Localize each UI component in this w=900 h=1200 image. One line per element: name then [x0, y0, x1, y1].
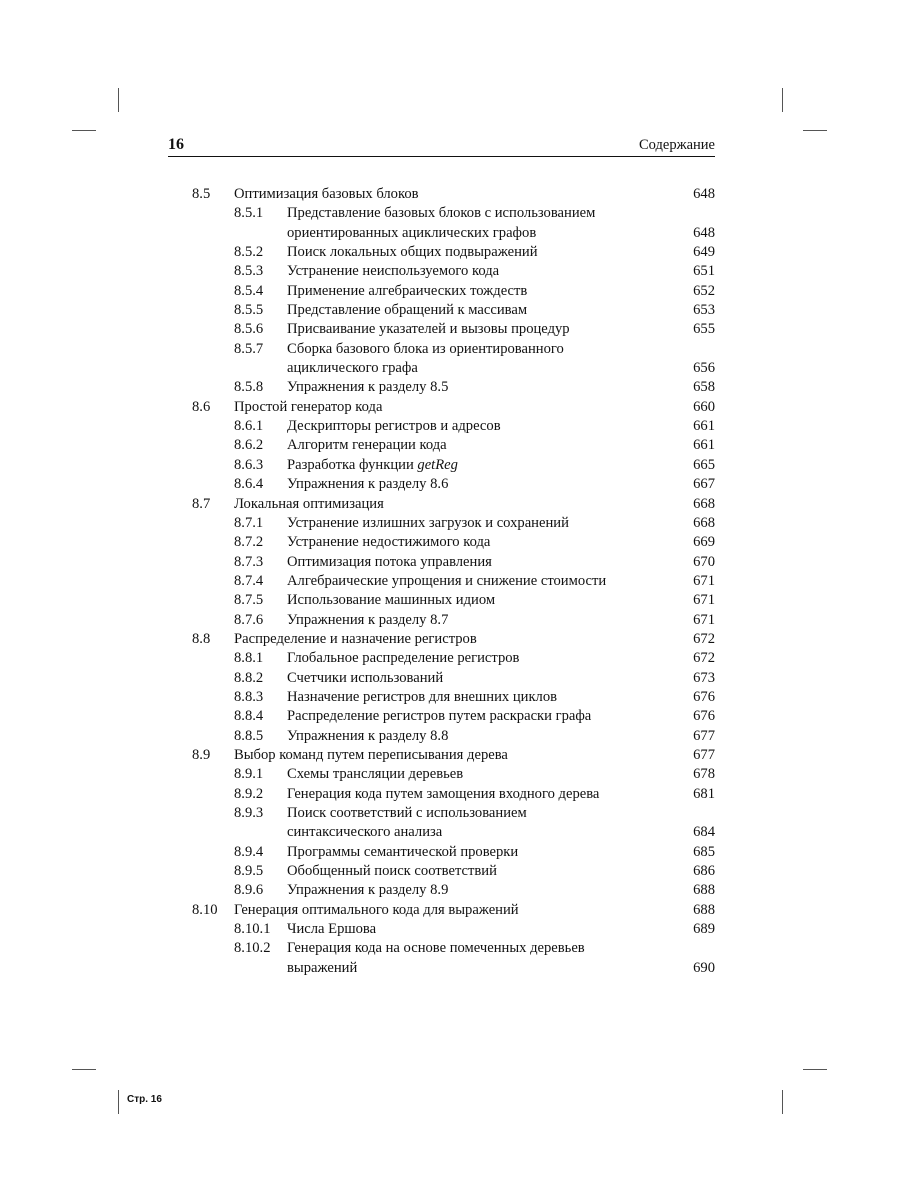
toc-subsection-row — [192, 456, 715, 475]
toc-number: 8.9 — [192, 746, 211, 763]
crop-mark-left-top — [72, 130, 96, 131]
toc-number: 8.6.2 — [234, 437, 264, 454]
toc-number: 8.9.4 — [234, 843, 264, 860]
toc-title: Сборка базового блока из ориентированного — [287, 340, 564, 357]
toc-number: 8.7.1 — [234, 514, 264, 531]
toc-page-number: 673 — [693, 669, 715, 686]
toc-page-number: 665 — [693, 456, 715, 473]
toc-title: Алгебраические упрощения и снижение стоимости — [287, 572, 607, 589]
toc-page-number: 690 — [693, 959, 715, 976]
toc-number: 8.5.7 — [234, 340, 264, 357]
toc-title: Локальная оптимизация — [234, 495, 384, 512]
toc-subsection-row — [192, 475, 715, 494]
toc-number: 8.6.4 — [234, 476, 264, 493]
toc-page-number: 686 — [693, 863, 715, 880]
running-header — [168, 134, 715, 157]
toc-page-number: 649 — [693, 244, 715, 261]
toc-title: Устранение излишних загрузок и сохранений — [287, 514, 569, 531]
footer-page-label: Стр. 16 — [127, 1094, 162, 1105]
toc-subsection-row — [192, 340, 715, 359]
toc-page-number: 667 — [693, 476, 715, 493]
toc-title: Упражнения к разделу 8.8 — [287, 727, 449, 744]
crop-mark-top-right — [782, 88, 783, 112]
toc-title: Использование машинных идиом — [287, 592, 496, 609]
toc-subsection-row — [192, 572, 715, 591]
toc-number: 8.5.1 — [234, 205, 264, 222]
toc-title: Упражнения к разделу 8.6 — [287, 476, 449, 493]
toc-number: 8.5.5 — [234, 302, 264, 319]
crop-mark-right-bottom — [803, 1069, 827, 1070]
toc-subsection-row — [192, 939, 715, 958]
toc-number: 8.8 — [192, 630, 211, 647]
toc-title: Разработка функции getReg — [287, 456, 458, 473]
toc-page-number: 652 — [693, 282, 715, 299]
toc-title: Простой генератор кода — [234, 398, 383, 415]
toc-subsection-row — [192, 611, 715, 630]
crop-mark-left-bottom — [72, 1069, 96, 1070]
toc-subsection-row — [192, 669, 715, 688]
table-of-contents — [192, 185, 715, 978]
toc-page-number: 656 — [693, 360, 715, 377]
toc-number: 8.9.6 — [234, 882, 264, 899]
toc-page-number: 661 — [693, 437, 715, 454]
toc-page-number: 653 — [693, 302, 715, 319]
toc-page-number: 681 — [693, 785, 715, 802]
toc-page-number: 648 — [693, 224, 715, 241]
toc-subsection-row — [192, 553, 715, 572]
toc-number: 8.6.1 — [234, 418, 264, 435]
crop-mark-right-top — [803, 130, 827, 131]
toc-subsection-row — [192, 417, 715, 436]
toc-number: 8.5.8 — [234, 379, 264, 396]
toc-section-row — [192, 185, 715, 204]
toc-page-number: 651 — [693, 263, 715, 280]
toc-number: 8.9.2 — [234, 785, 264, 802]
toc-subsection-row — [192, 881, 715, 900]
toc-page-number: 671 — [693, 611, 715, 628]
toc-number: 8.7.2 — [234, 534, 264, 551]
toc-subsection-row — [192, 727, 715, 746]
toc-section-row — [192, 495, 715, 514]
toc-title: Упражнения к разделу 8.5 — [287, 379, 449, 396]
toc-number: 8.9.1 — [234, 766, 264, 783]
toc-number: 8.5 — [192, 186, 211, 202]
toc-number: 8.7.5 — [234, 592, 264, 609]
toc-subsection-row — [192, 262, 715, 281]
toc-title: Схемы трансляции деревьев — [287, 766, 464, 783]
toc-page-number: 671 — [693, 592, 715, 609]
toc-title: ациклического графа — [287, 360, 418, 377]
toc-number: 8.5.3 — [234, 263, 264, 280]
toc-page-number: 684 — [693, 824, 715, 841]
toc-title: Поиск локальных общих подвыражений — [287, 244, 538, 261]
toc-title-italic: getReg — [417, 456, 458, 473]
crop-mark-bottom-left — [118, 1090, 119, 1114]
toc-subsection-row — [192, 282, 715, 301]
toc-subsection-row — [192, 301, 715, 320]
toc-title: Программы семантической проверки — [287, 843, 519, 860]
crop-mark-top-left — [118, 88, 119, 112]
toc-title: Представление базовых блоков с использованием — [287, 205, 596, 222]
toc-title: Дескрипторы регистров и адресов — [287, 418, 501, 435]
toc-title: Применение алгебраических тождеств — [287, 282, 528, 299]
toc-section-row — [192, 901, 715, 920]
toc-title: Выбор команд путем переписывания дерева — [234, 746, 508, 763]
toc-number: 8.9.5 — [234, 863, 264, 880]
toc-number: 8.9.3 — [234, 805, 264, 821]
crop-mark-bottom-right — [782, 1090, 783, 1114]
toc-title: Упражнения к разделу 8.7 — [287, 611, 449, 628]
toc-title: Глобальное распределение регистров — [287, 650, 520, 667]
toc-page-number: 668 — [693, 495, 715, 512]
toc-subsection-row — [192, 920, 715, 939]
toc-title: Алгоритм генерации кода — [287, 437, 447, 454]
toc-number: 8.6.3 — [234, 456, 264, 473]
toc-number: 8.5.6 — [234, 321, 264, 338]
toc-title: Генерация кода на основе помеченных деревьев — [287, 940, 585, 957]
toc-number: 8.8.3 — [234, 688, 264, 705]
toc-title: синтаксического анализа — [287, 824, 443, 841]
toc-page-number: 648 — [693, 186, 715, 202]
toc-number: 8.7.4 — [234, 572, 264, 589]
toc-subsection-row — [192, 436, 715, 455]
toc-page-number: 676 — [693, 688, 715, 705]
toc-subsection-row — [192, 320, 715, 339]
toc-title: Числа Ершова — [287, 921, 377, 938]
toc-page-number: 671 — [693, 572, 715, 589]
toc-number: 8.10 — [192, 901, 218, 918]
toc-subsection-row — [192, 649, 715, 668]
toc-page-number: 677 — [693, 727, 715, 744]
toc-subsection-row — [192, 804, 715, 823]
toc-subsection-row — [192, 514, 715, 533]
toc-title: Поиск соответствий с использованием — [287, 805, 527, 821]
toc-number: 8.7.6 — [234, 611, 264, 628]
toc-section-row — [192, 398, 715, 417]
toc-title: Оптимизация базовых блоков — [234, 186, 419, 202]
toc-page-number: 658 — [693, 379, 715, 396]
toc-subsection-row — [192, 823, 715, 842]
toc-title: выражений — [287, 959, 358, 976]
toc-subsection-row — [192, 707, 715, 726]
toc-number: 8.8.1 — [234, 650, 264, 667]
toc-number: 8.10.1 — [234, 921, 271, 938]
toc-subsection-row — [192, 378, 715, 397]
toc-page-number: 672 — [693, 630, 715, 647]
toc-page-number: 677 — [693, 746, 715, 763]
toc-subsection-row — [192, 785, 715, 804]
toc-page-number: 669 — [693, 534, 715, 551]
toc-title: Устранение неиспользуемого кода — [287, 263, 500, 280]
toc-subsection-row — [192, 243, 715, 262]
toc-subsection-row — [192, 359, 715, 378]
toc-number: 8.5.4 — [234, 282, 264, 299]
toc-page-number: 688 — [693, 882, 715, 899]
toc-title: Упражнения к разделу 8.9 — [287, 882, 449, 899]
toc-number: 8.7 — [192, 495, 211, 512]
toc-number: 8.5.2 — [234, 244, 264, 261]
toc-number: 8.8.5 — [234, 727, 264, 744]
toc-page-number: 661 — [693, 418, 715, 435]
toc-subsection-row — [192, 843, 715, 862]
toc-number: 8.8.2 — [234, 669, 264, 686]
toc-title: Оптимизация потока управления — [287, 553, 492, 570]
page-number: 16 — [168, 136, 184, 153]
toc-subsection-row — [192, 591, 715, 610]
toc-title: Присваивание указателей и вызовы процедур — [287, 321, 570, 338]
toc-number: 8.8.4 — [234, 708, 264, 725]
toc-title: Назначение регистров для внешних циклов — [287, 688, 558, 705]
toc-title: Представление обращений к массивам — [287, 302, 528, 319]
toc-title: Устранение недостижимого кода — [287, 534, 491, 551]
toc-page-number: 655 — [693, 321, 715, 338]
toc-page-number: 689 — [693, 921, 715, 938]
toc-title: Генерация оптимального кода для выражений — [234, 901, 519, 918]
toc-title: Распределение регистров путем раскраски графа — [287, 708, 592, 725]
toc-page-number: 668 — [693, 514, 715, 531]
toc-subsection-row — [192, 224, 715, 243]
toc-page-number: 678 — [693, 766, 715, 783]
toc-page-number: 688 — [693, 901, 715, 918]
toc-subsection-row — [192, 765, 715, 784]
toc-number: 8.10.2 — [234, 940, 271, 957]
toc-title: Распределение и назначение регистров — [234, 630, 477, 647]
toc-section-row — [192, 630, 715, 649]
running-title: Содержание — [639, 137, 715, 153]
toc-title: Счетчики использований — [287, 669, 444, 686]
toc-section-row — [192, 746, 715, 765]
toc-subsection-row — [192, 688, 715, 707]
toc-number: 8.7.3 — [234, 553, 264, 570]
toc-subsection-row — [192, 533, 715, 552]
toc-title: ориентированных ациклических графов — [287, 224, 537, 241]
toc-title: Генерация кода путем замощения входного дерева — [287, 785, 600, 802]
toc-page-number: 660 — [693, 398, 715, 415]
toc-page-number: 670 — [693, 553, 715, 570]
toc-subsection-row — [192, 862, 715, 881]
toc-page-number: 685 — [693, 843, 715, 860]
toc-page-number: 676 — [693, 708, 715, 725]
toc-number: 8.6 — [192, 398, 211, 415]
toc-page-number: 672 — [693, 650, 715, 667]
toc-subsection-row — [192, 204, 715, 223]
toc-title: Обобщенный поиск соответствий — [287, 863, 497, 880]
toc-subsection-row — [192, 959, 715, 978]
